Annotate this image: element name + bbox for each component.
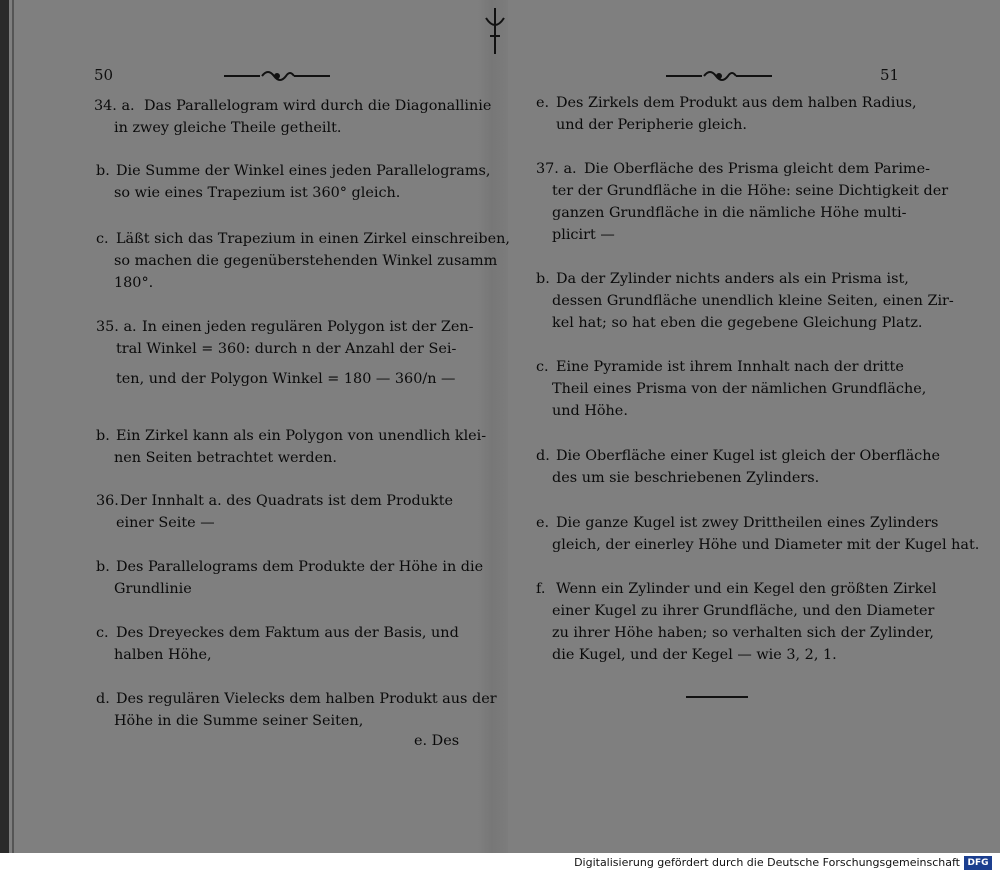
text-line: halben Höhe, <box>114 647 212 663</box>
text-line: dessen Grundfläche unendlich kleine Seiten, einen Zir- <box>552 293 954 309</box>
paragraph-37b <box>536 268 954 334</box>
paragraph-36c <box>96 622 459 666</box>
paragraph-label: 35. a. <box>96 319 137 335</box>
paragraph-label: 37. a. <box>536 161 577 177</box>
paragraph-label: c. <box>536 359 549 375</box>
text-line: und Höhe. <box>552 403 628 419</box>
paragraph-34a <box>94 95 491 139</box>
text-line: Theil eines Prisma von der nämlichen Grundfläche, <box>552 381 927 397</box>
left-page-number: 50 <box>94 66 114 84</box>
paragraph-34c <box>96 228 510 294</box>
text-line: Grundlinie <box>114 581 192 597</box>
paragraph-label: b. <box>96 559 110 575</box>
footer-credit: Digitalisierung gefördert durch die Deutsche Forschungsgemeinschaft <box>574 856 960 869</box>
section-end-rule <box>686 696 748 698</box>
text-line: Des Parallelograms dem Produkte der Höhe in die <box>116 559 484 575</box>
text-line: und der Peripherie gleich. <box>556 117 747 133</box>
paragraph-label: 34. a. <box>94 98 135 114</box>
text-line: einer Seite — <box>116 515 215 531</box>
text-line: kel hat; so hat eben die gegebene Gleichung Platz. <box>552 315 923 331</box>
text-line: Das Parallelogram wird durch die Diagonallinie <box>144 98 492 114</box>
paragraph-37c <box>536 356 926 422</box>
paragraph-36a <box>96 490 453 534</box>
text-line: in zwey gleiche Theile getheilt. <box>114 120 342 136</box>
text-line: des um sie beschriebenen Zylinders. <box>552 470 820 486</box>
text-line: Eine Pyramide ist ihrem Innhalt nach der dritte <box>556 359 904 375</box>
book-edge-line <box>12 0 14 853</box>
paragraph-37f <box>536 578 936 666</box>
text-line: Höhe in die Summe seiner Seiten, <box>114 713 364 729</box>
paragraph-label: 36. <box>96 493 119 509</box>
paragraph-36e <box>536 92 917 136</box>
paragraph-label: b. <box>536 271 550 287</box>
paragraph-label: f. <box>536 581 546 597</box>
paragraph-36d <box>96 688 497 732</box>
footer-bar <box>0 853 1000 873</box>
text-line: Die Oberfläche des Prisma gleicht dem Parime- <box>584 161 930 177</box>
text-line: Die Oberfläche einer Kugel ist gleich der Oberfläche <box>556 448 940 464</box>
text-line: zu ihrer Höhe haben; so verhalten sich der Zylinder, <box>552 625 934 641</box>
paragraph-label: c. <box>96 625 109 641</box>
text-line: ten, und der Polygon Winkel = 180 — 360/n — <box>116 371 456 387</box>
text-line: Der Innhalt a. des Quadrats ist dem Produkte <box>120 493 454 509</box>
paragraph-37e <box>536 512 979 556</box>
text-line: Ein Zirkel kann als ein Polygon von unendlich klei- <box>116 428 487 444</box>
paragraph-label: b. <box>96 428 110 444</box>
dfg-logo: DFG <box>964 856 992 870</box>
paragraph-label: b. <box>96 163 110 179</box>
text-line: Des regulären Vielecks dem halben Produkt aus der <box>116 691 497 707</box>
text-line: Die Summe der Winkel eines jeden Parallelograms, <box>116 163 491 179</box>
text-line: Wenn ein Zylinder und ein Kegel den größten Zirkel <box>556 581 937 597</box>
text-line: ter der Grundfläche in die Höhe: seine Dichtigkeit der <box>552 183 949 199</box>
text-line: ganzen Grundfläche in die nämliche Höhe multi- <box>552 205 907 221</box>
text-line: so machen die gegenüberstehenden Winkel zusamm <box>114 253 498 269</box>
text-line: gleich, der einerley Höhe und Diameter mit der Kugel hat. <box>552 537 980 553</box>
text-line: tral Winkel = 360: durch n der Anzahl der Sei- <box>116 341 457 357</box>
text-line: 180°. <box>114 275 154 291</box>
paragraph-label: e. <box>536 515 550 531</box>
text-line: so wie eines Trapezium ist 360° gleich. <box>114 185 401 201</box>
text-line: Da der Zylinder nichts anders als ein Prisma ist, <box>556 271 909 287</box>
paragraph-label: c. <box>96 231 109 247</box>
text-line: plicirt — <box>552 227 615 243</box>
text-line: nen Seiten betrachtet werden. <box>114 450 337 466</box>
gutter-ornament-icon <box>480 6 510 56</box>
text-line: Läßt sich das Trapezium in einen Zirkel einschreiben, <box>116 231 510 247</box>
paragraph-35b <box>96 425 486 469</box>
paragraph-37a <box>536 158 948 246</box>
left-header-ornament-icon <box>222 68 332 84</box>
paragraph-label: d. <box>96 691 110 707</box>
text-line: die Kugel, und der Kegel — wie 3, 2, 1. <box>552 647 837 663</box>
text-line: einer Kugel zu ihrer Grundfläche, und den Diameter <box>552 603 935 619</box>
paragraph-36b <box>96 556 483 600</box>
text-line: Des Zirkels dem Produkt aus dem halben Radius, <box>556 95 917 111</box>
right-page-number: 51 <box>880 66 900 84</box>
book-edge-shadow <box>0 0 9 853</box>
paragraph-label: d. <box>536 448 550 464</box>
text-line: Die ganze Kugel ist zwey Drittheilen eines Zylinders <box>556 515 939 531</box>
paragraph-34b <box>96 160 491 204</box>
catchword: e. Des <box>414 733 460 749</box>
text-line: In einen jeden regulären Polygon ist der Zen- <box>142 319 474 335</box>
right-header-ornament-icon <box>664 68 774 84</box>
paragraph-35a <box>96 316 474 390</box>
text-line: Des Dreyeckes dem Faktum aus der Basis, und <box>116 625 459 641</box>
paragraph-37d <box>536 445 940 489</box>
paragraph-label: e. <box>536 95 550 111</box>
